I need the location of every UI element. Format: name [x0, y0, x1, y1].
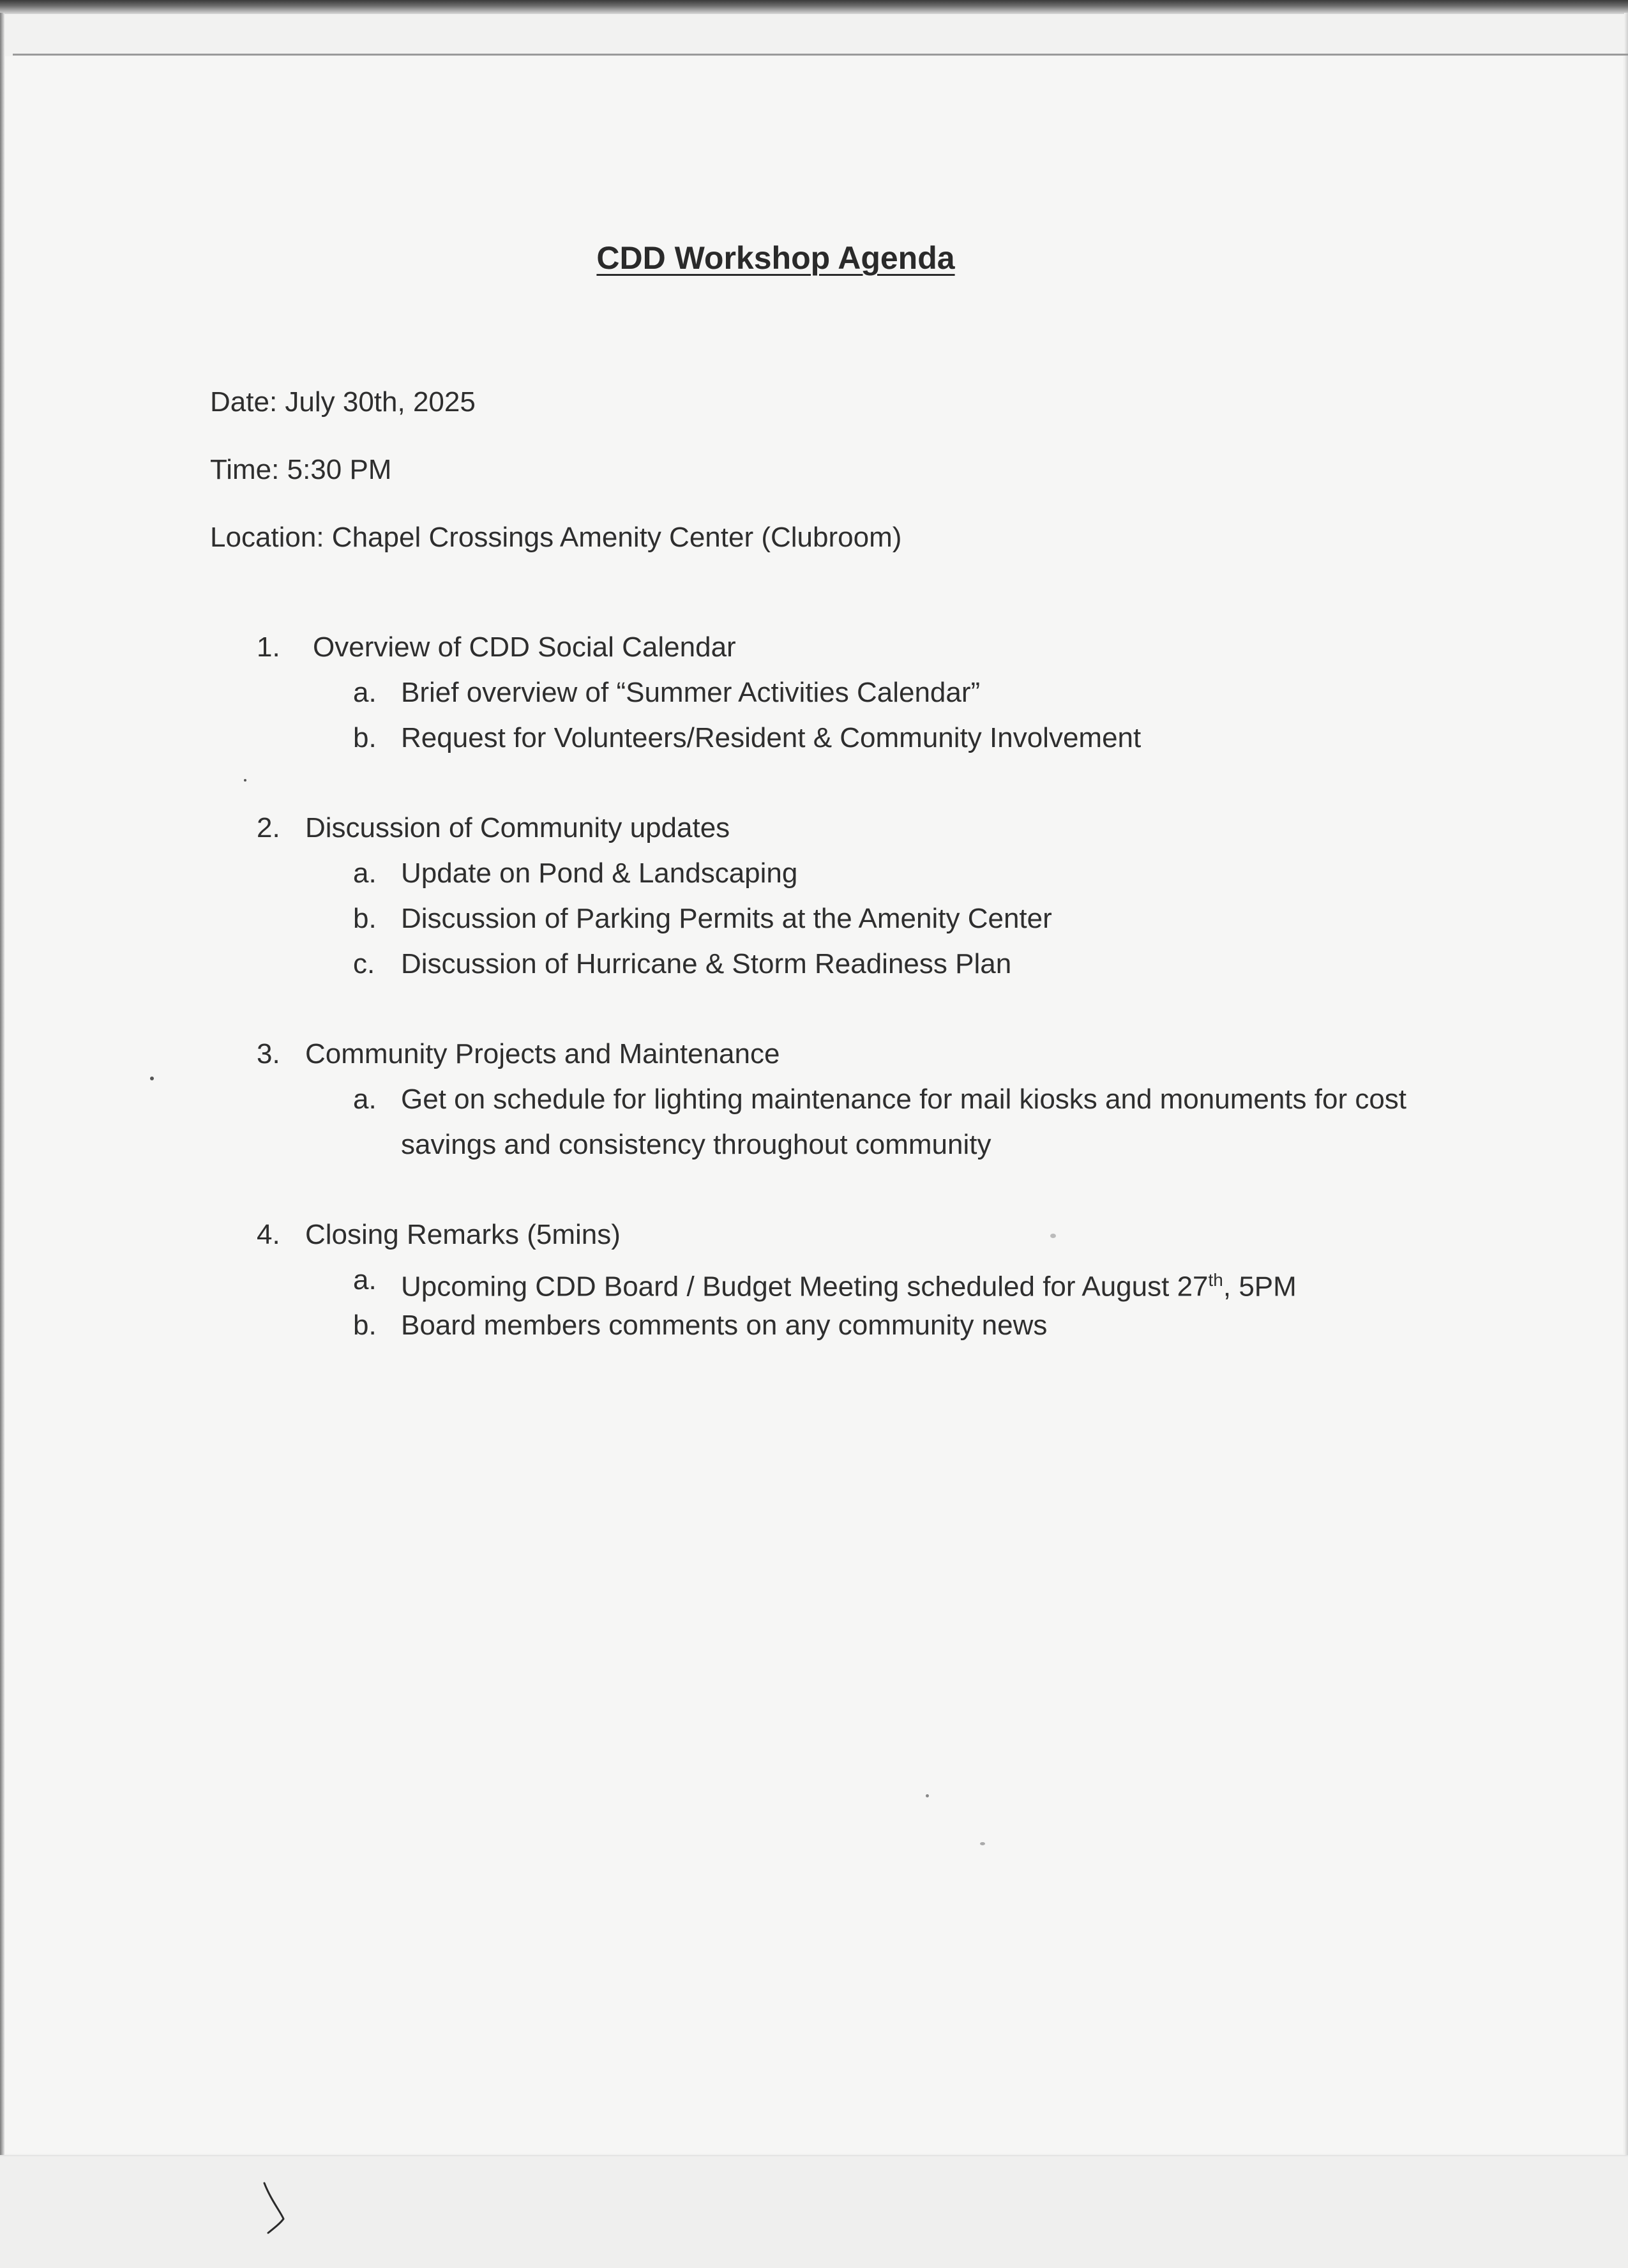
scan-speck — [150, 1077, 154, 1080]
agenda-subitem-text: Discussion of Parking Permits at the Amenity Center — [401, 903, 1052, 934]
scan-speck — [980, 1842, 985, 1845]
agenda-subitem-letter: b. — [353, 722, 377, 753]
agenda-item-title: Discussion of Community updates — [305, 812, 730, 843]
agenda-subitem-text: Get on schedule for lighting maintenance for mail kiosks and monuments for cost — [401, 1084, 1407, 1115]
meeting-date-text: Upcoming CDD Board / Budget Meeting scheduled for August 27 — [401, 1271, 1209, 1303]
scan-speck — [926, 1794, 929, 1797]
agenda-subitem-letter: a. — [353, 1084, 377, 1115]
scan-speck — [1050, 1234, 1056, 1238]
agenda-subitem-text-continued: savings and consistency throughout community — [401, 1129, 991, 1160]
pen-mark — [262, 2181, 287, 2235]
agenda-subitem-letter: c. — [353, 948, 375, 979]
agenda-subitem-text: Board members comments on any community news — [401, 1310, 1048, 1341]
meeting-time: Time: 5:30 PM — [210, 454, 392, 485]
scan-rule — [13, 54, 1628, 56]
agenda-item-number: 4. — [257, 1219, 280, 1250]
scan-left-edge — [0, 13, 4, 2267]
agenda-subitem-letter: a. — [353, 677, 377, 708]
agenda-subitem-letter: b. — [353, 903, 377, 934]
agenda-item-number: 1. — [257, 631, 280, 663]
agenda-subitem-text: Request for Volunteers/Resident & Community Involvement — [401, 722, 1142, 753]
page-title: CDD Workshop Agenda — [596, 240, 955, 276]
agenda-subitem-text: Brief overview of “Summer Activities Calendar” — [401, 677, 981, 708]
agenda-subitem-text: Update on Pond & Landscaping — [401, 858, 798, 889]
scan-right-edge — [1624, 13, 1628, 2267]
scan-top-edge — [0, 0, 1628, 14]
agenda-item-number: 3. — [257, 1038, 280, 1070]
agenda-item-title: Community Projects and Maintenance — [305, 1038, 780, 1070]
meeting-location: Location: Chapel Crossings Amenity Center (Clubroom) — [210, 522, 902, 553]
agenda-item-title: Closing Remarks (5mins) — [305, 1219, 621, 1250]
scan-bottom-band — [0, 2155, 1628, 2268]
agenda-subitem-letter: a. — [353, 1264, 377, 1296]
scan-speck — [244, 779, 246, 782]
agenda-item-number: 2. — [257, 812, 280, 843]
meeting-time-text: , 5PM — [1223, 1271, 1297, 1303]
agenda-subitem-text: Discussion of Hurricane & Storm Readiness Plan — [401, 948, 1012, 979]
agenda-subitem-letter: a. — [353, 858, 377, 889]
agenda-subitem-letter: b. — [353, 1310, 377, 1341]
ordinal-suffix: th — [1208, 1270, 1223, 1290]
meeting-date: Date: July 30th, 2025 — [210, 386, 476, 418]
agenda-subitem-text — [401, 1264, 1297, 1304]
agenda-item-title: Overview of CDD Social Calendar — [313, 631, 736, 663]
